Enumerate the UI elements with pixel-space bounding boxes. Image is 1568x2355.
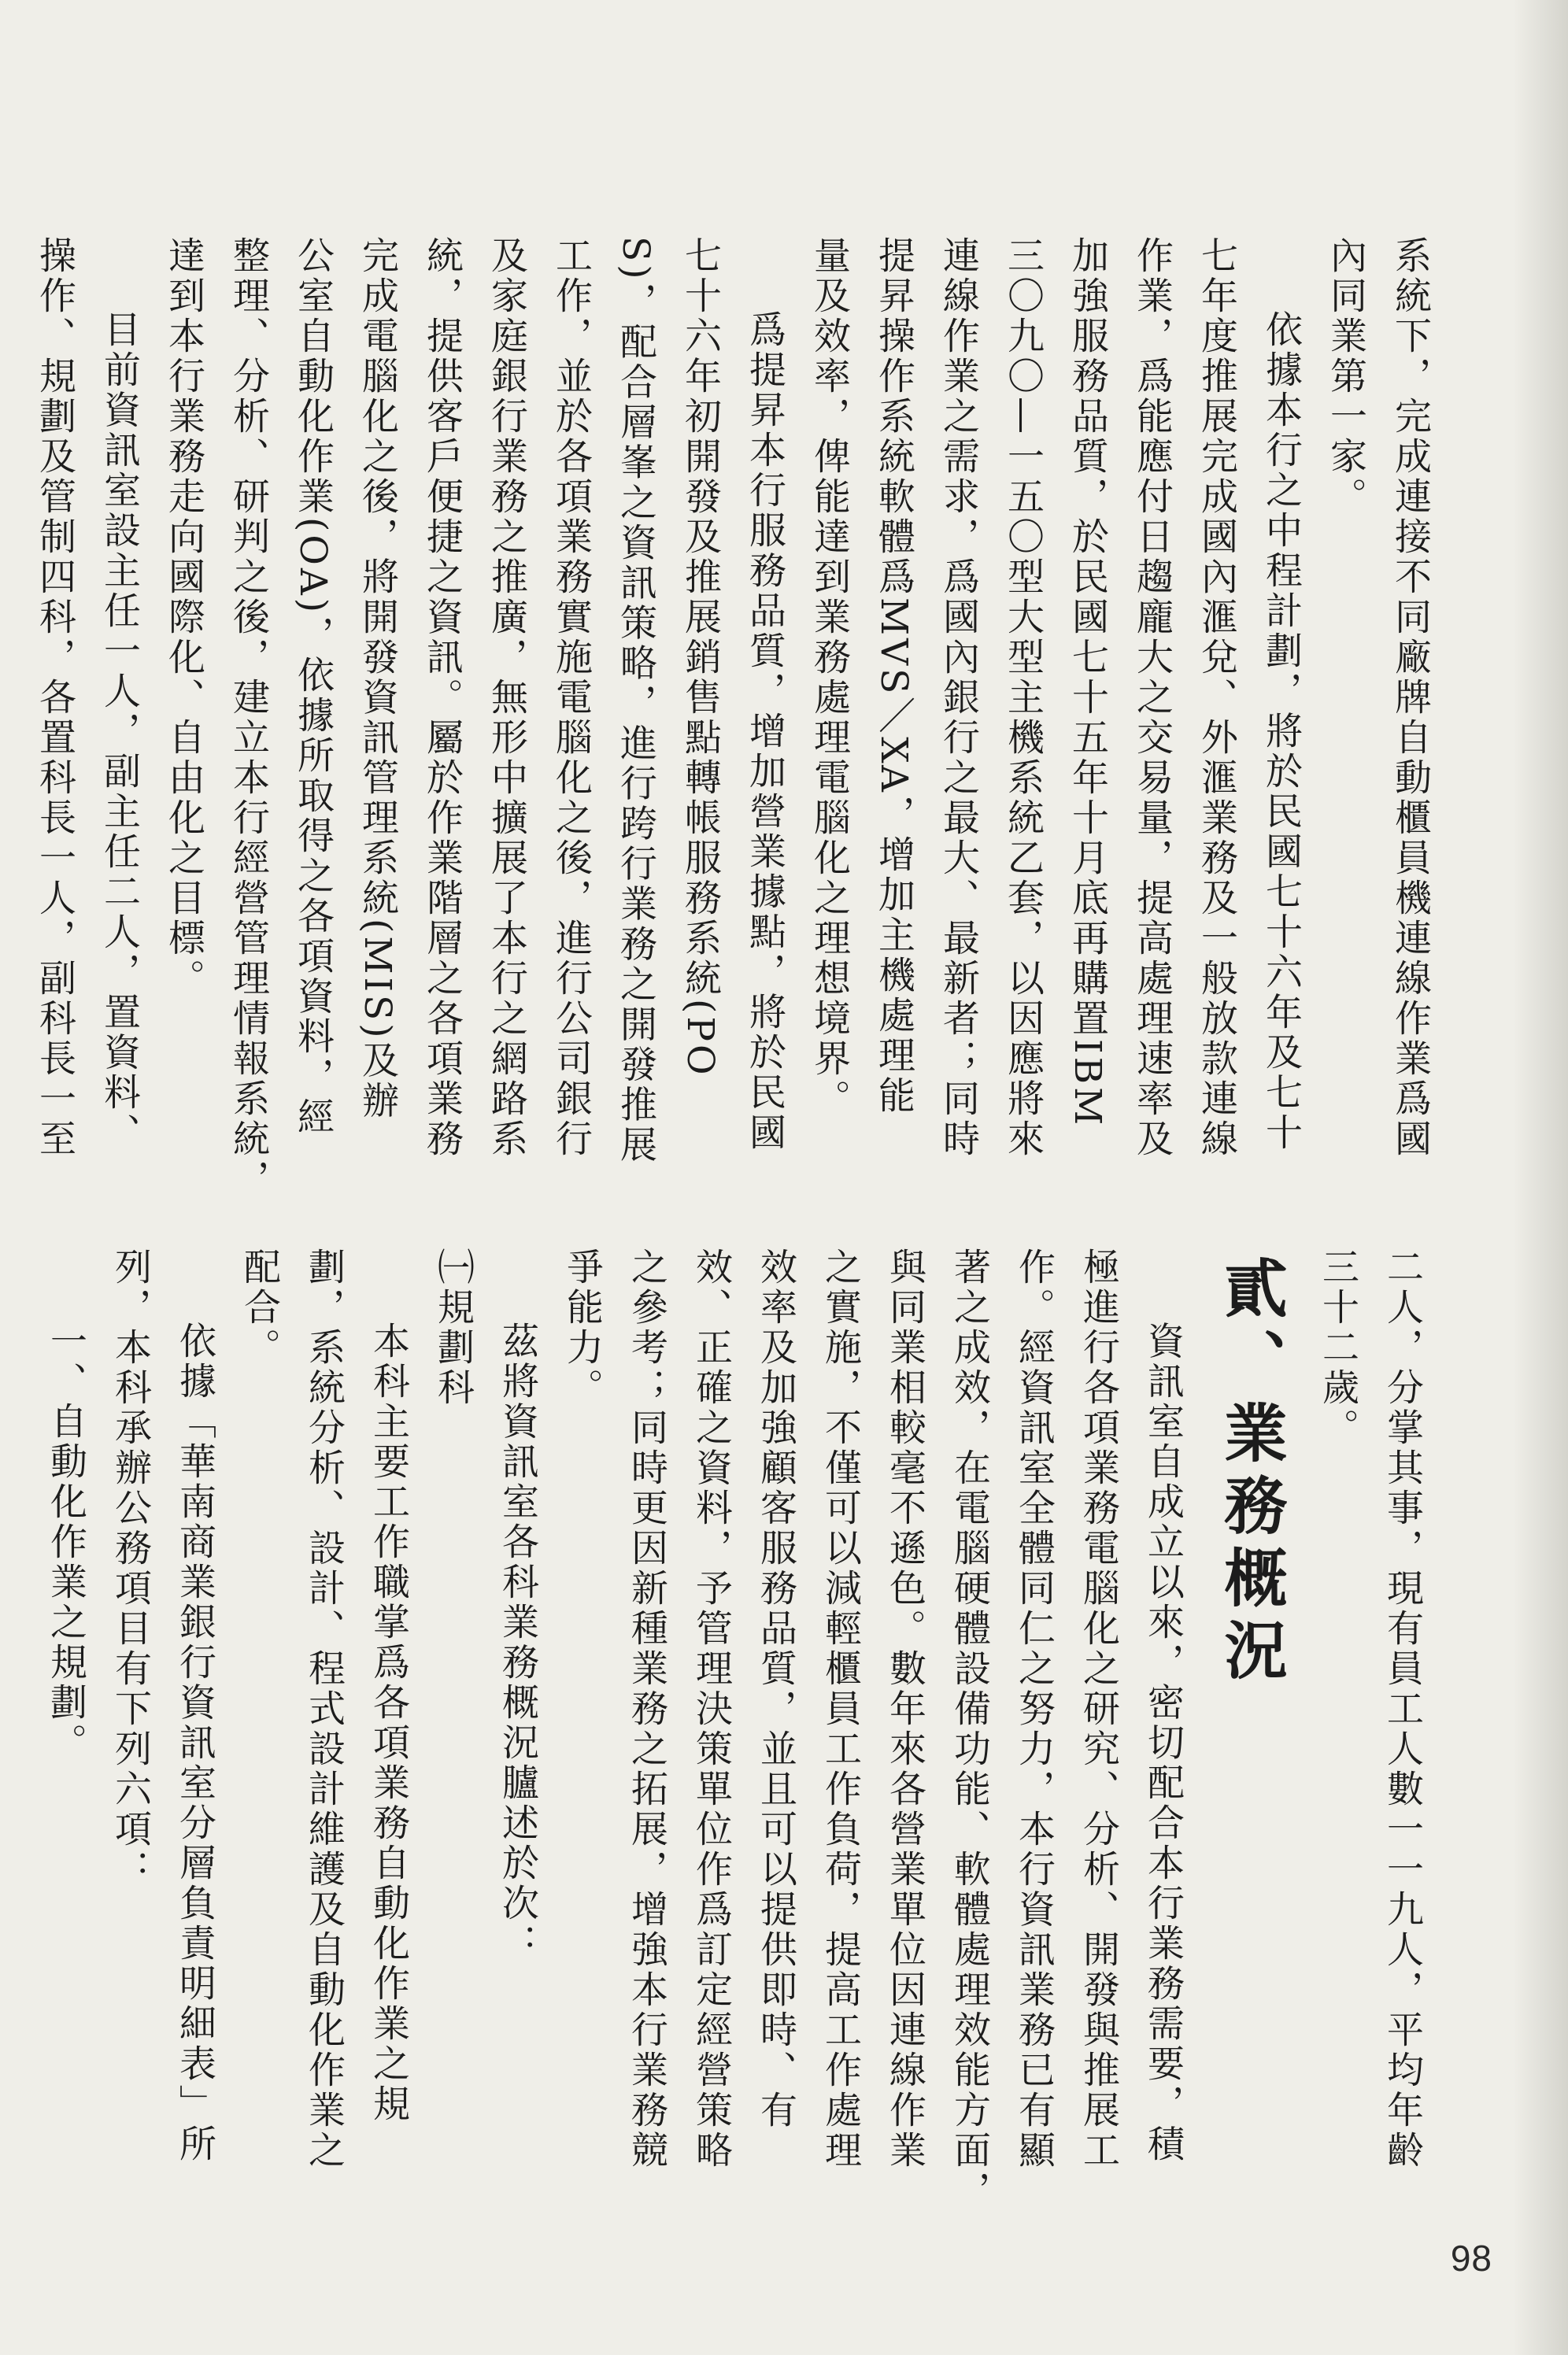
page-number: 98: [1450, 2238, 1492, 2279]
top-column-line: 操作、規劃及管制四科，各置科長一人，副科長一至: [33, 236, 76, 1159]
bottom-column-line: 之實施，不僅可以減輕櫃員工作負荷，提高工作處理: [819, 1248, 862, 2171]
bottom-column-line: 本科主要工作職掌爲各項業務自動化作業之規: [367, 1322, 410, 2124]
bottom-column-line: 依據「華南商業銀行資訊室分層負責明細表」所: [173, 1322, 216, 2165]
top-column-line: 統，提供客戶便捷之資訊。屬於作業階層之各項業務: [420, 236, 464, 1159]
bottom-column-line: 作。經資訊室全體同仁之努力，本行資訊業務已有顯: [1012, 1248, 1056, 2171]
top-column-line: 提昇操作系統軟體爲MVS／XA，增加主機處理能: [872, 236, 915, 1116]
bottom-column-line: 與同業相較毫不遜色。數年來各營業單位因連線作業: [883, 1248, 926, 2171]
bottom-column-line: 劃，系統分析、設計、程式設計維護及自動化作業之: [302, 1248, 346, 2171]
bottom-column-line: 資訊室自成立以來，密切配合本行業務需要，積: [1141, 1322, 1185, 2165]
top-column-line: 三〇九〇—一五〇型大型主機系統乙套，以因應將來: [1001, 236, 1045, 1159]
top-column-line: 爲提昇本行服務品質，增加營業據點，將於民國: [743, 310, 786, 1153]
top-column-line: S)，配合層峯之資訊策略，進行跨行業務之開發推展: [614, 236, 657, 1166]
top-column-line: 系統下，完成連接不同廠牌自動櫃員機連線作業爲國: [1389, 236, 1432, 1159]
bottom-column-line: 效率及加強顧客服務品質，並且可以提供即時、有: [754, 1248, 797, 2131]
bottom-column-line: 著之成效，在電腦硬體設備功能、軟體處理效能方面，: [948, 1248, 991, 2211]
bottom-column-line: 配合。: [238, 1248, 281, 1368]
bottom-text-column: [44, 1248, 1434, 2271]
bottom-column-line: 列，本科承辦公務項目有下列六項：: [109, 1248, 152, 1890]
bottom-column-line: 效、正確之資料，予管理決策單位作爲訂定經營策略: [690, 1248, 733, 2171]
binding-shadow: [1513, 0, 1568, 2355]
top-column-line: 工作，並於各項業務實施電腦化之後，進行公司銀行: [549, 236, 593, 1159]
bottom-column-line: ㈠規劃科: [431, 1248, 475, 1408]
top-column-line: 內同業第一家。: [1324, 236, 1367, 517]
top-text-column: [33, 236, 1442, 1322]
top-column-line: 完成電腦化之後，將開發資訊管理系統(MIS)及辦: [356, 236, 399, 1122]
top-column-line: 依據本行之中程計劃，將於民國七十六年及七十: [1259, 310, 1303, 1153]
top-column-line: 達到本行業務走向國際化、自由化之目標。: [162, 236, 205, 999]
top-column-line: 目前資訊室設主任一人，副主任二人，置資料、: [98, 310, 141, 1153]
top-column-line: 量及效率，俾能達到業務處理電腦化之理想境界。: [808, 236, 851, 1119]
top-column-line: 作業，爲能應付日趨龐大之交易量，提高處理速率及: [1130, 236, 1174, 1159]
bottom-column-line: 一、自動化作業之規劃。: [44, 1322, 87, 1763]
section-heading: 貳、業務概況: [1214, 1255, 1287, 1690]
top-column-line: 加強服務品質，於民國七十五年十月底再購置IBM: [1066, 236, 1109, 1129]
bottom-column-line: 茲將資訊室各科業務概況臚述於次：: [496, 1322, 539, 1964]
bottom-column-line: 二人，分掌其事，現有員工人數一一九人，平均年齡: [1381, 1248, 1424, 2171]
top-column-line: 七十六年初開發及推展銷售點轉帳服務系統(PO: [679, 236, 722, 1078]
bottom-column-line: 之參考；同時更因新種業務之拓展，增強本行業務競: [625, 1248, 668, 2171]
top-column-line: 七年度推展完成國內滙兌、外滙業務及一般放款連線: [1195, 236, 1238, 1159]
bottom-column-line: 三十二歲。: [1316, 1248, 1359, 1448]
top-column-line: 公室自動化作業(OA)，依據所取得之各項資料，經: [291, 236, 335, 1138]
top-column-line: 及家庭銀行業務之推廣，無形中擴展了本行之網路系: [485, 236, 528, 1159]
top-column-line: 連線作業之需求，爲國內銀行之最大、最新者；同時: [937, 236, 980, 1159]
bottom-column-line: 爭能力。: [560, 1248, 604, 1408]
top-column-line: 整理、分析、研判之後，建立本行經營管理情報系統，: [227, 236, 270, 1200]
bottom-column-line: 極進行各項業務電腦化之研究、分析、開發與推展工: [1077, 1248, 1120, 2171]
